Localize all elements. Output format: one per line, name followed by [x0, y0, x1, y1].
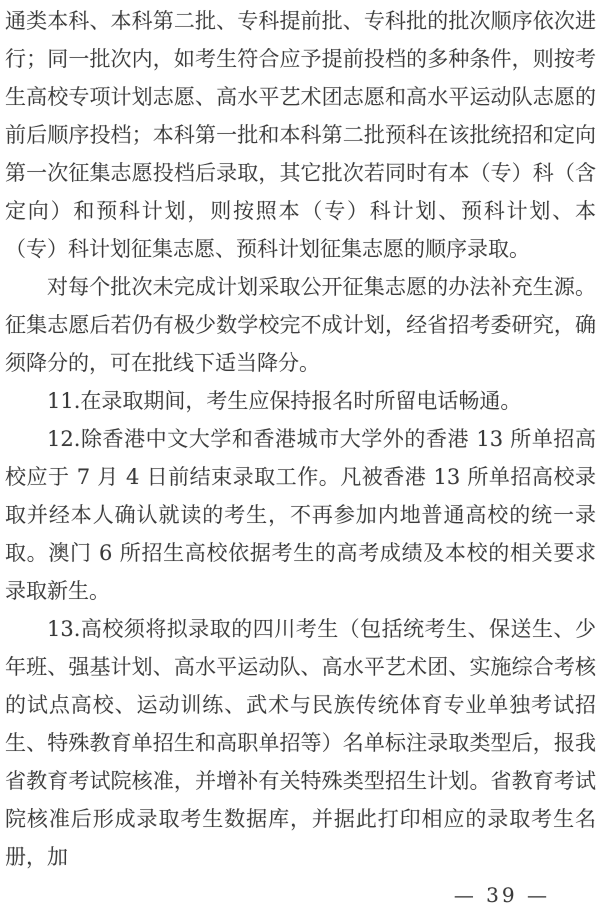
- paragraph-item-12: 12.除香港中文大学和香港城市大学外的香港 13 所单招高校应于 7 月 4 日前结束录取工作。凡被香港 13 所单招高校录取并经本人确认就读的考生，不再参加内地普通高校的统一录取。澳门 6 所招生高校依据考生的高考成绩及本校的相关要求录取新生。: [5, 427, 596, 603]
- page-number: — 39 —: [453, 883, 550, 907]
- paragraph-item-13: 13.高校须将拟录取的四川考生（包括统考生、保送生、少年班、强基计划、高水平运动队、高水平艺术团、实施综合考核的试点高校、运动训练、武术与民族传统体育专业单独考试招生、特殊教育单招生和高职单招等）名单标注录取类型后，报我省教育考试院核准，并增补有关特殊类型招生计划。省教育考试院核准后形成录取考生数据库，并据此打印相应的录取考生名册，加: [5, 617, 596, 869]
- paragraph-item-11: 11.在录取期间，考生应保持报名时所留电话畅通。: [47, 389, 522, 413]
- paragraph-supplement-plan: 对每个批次未完成计划采取公开征集志愿的办法补充生源。征集志愿后若仍有极少数学校完不成计划，经省招考委研究，确须降分的，可在批线下适当降分。: [5, 275, 596, 375]
- paragraph-batch-order: 通类本科、本科第二批、专科提前批、专科批的批次顺序依次进行；同一批次内，如考生符合应予提前投档的多种条件，则按考生高校专项计划志愿、高水平艺术团志愿和高水平运动队志愿的前后顺序投档；本科第一批和本科第二批预科在该批统招和定向第一次征集志愿投档后录取，其它批次若同时有本（专）科（含定向）和预科计划，则按照本（专）科计划、预科计划、本（专）科计划征集志愿、预科计划征集志愿的顺序录取。: [5, 9, 596, 261]
